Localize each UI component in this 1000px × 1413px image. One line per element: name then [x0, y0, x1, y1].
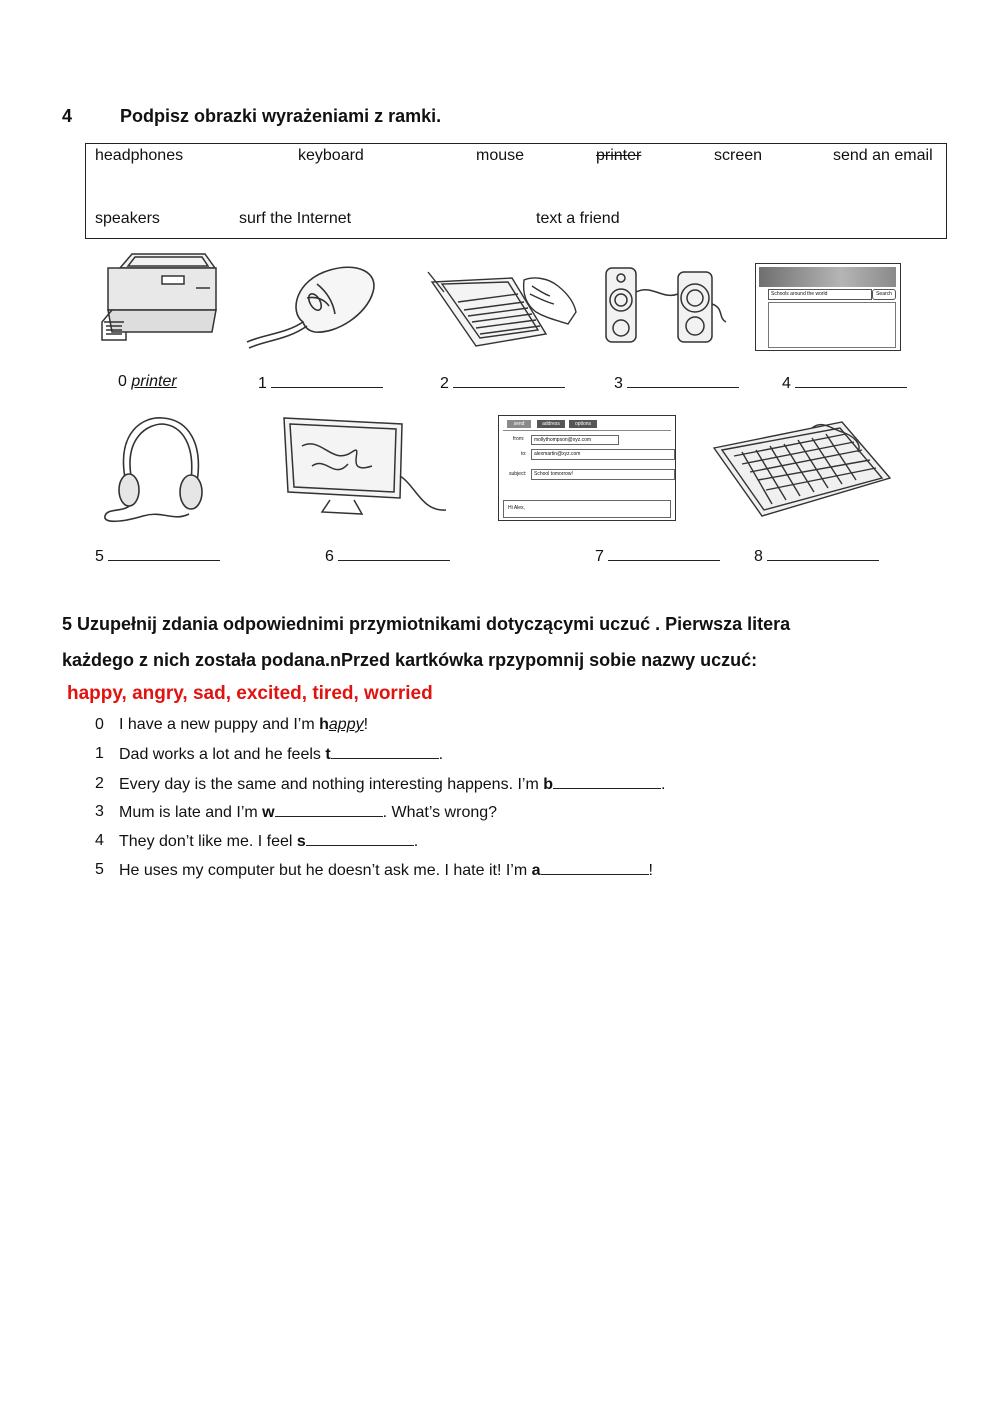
browser-results-area	[768, 302, 896, 348]
email-subject-label: subject:	[509, 471, 527, 477]
word-speakers: speakers	[95, 210, 160, 227]
label-3-number: 3	[614, 375, 623, 392]
email-to-value: alexmartin@xyz.com	[534, 451, 581, 457]
label-1-number: 1	[258, 375, 267, 392]
email-body-field	[503, 500, 671, 518]
label-5	[95, 546, 220, 566]
answer-blank-1[interactable]	[271, 373, 383, 388]
email-from-value: mollythompson@xyz.com	[534, 437, 592, 443]
sentence-5-number: 5	[95, 861, 104, 878]
headphones-icon	[103, 412, 213, 527]
word-keyboard: keyboard	[298, 147, 364, 164]
sentence-1-letter: t	[325, 746, 331, 763]
browser-search-button-label: Search	[876, 291, 892, 297]
answer-blank-8[interactable]	[767, 546, 879, 561]
sentence-2-end: .	[661, 776, 666, 793]
label-6-number: 6	[325, 548, 334, 565]
label-1	[258, 373, 383, 393]
email-tab-options-label: options	[574, 421, 592, 427]
answer-blank-7[interactable]	[608, 546, 720, 561]
label-7	[595, 546, 720, 566]
sentence-3-number: 3	[95, 803, 104, 820]
browser-search-button	[872, 289, 896, 300]
answer-blank-4[interactable]	[795, 373, 907, 388]
sentence-0-text: I have a new puppy and I’m	[119, 716, 320, 733]
exercise-5-instruction-line1: 5 Uzupełnij zdania odpowiednimi przymiotnikami dotyczącymi uczuć . Pierwsza litera	[62, 614, 791, 634]
label-2	[440, 373, 565, 393]
exercise-5-instruction-line2: każdego z nich została podana.nPrzed kartkówka rpzypomnij sobie nazwy uczuć:	[62, 650, 758, 670]
label-8-number: 8	[754, 548, 763, 565]
word-text-a-friend: text a friend	[536, 210, 620, 227]
email-subject-field	[531, 469, 675, 480]
printer-icon	[100, 250, 220, 345]
sentence-5-end: !	[648, 862, 653, 879]
keyboard-icon	[712, 418, 892, 522]
sentence-5-text: He uses my computer but he doesn’t ask me. I hate it! I’m	[119, 862, 532, 879]
speakers-icon	[602, 264, 742, 346]
word-mouse: mouse	[476, 147, 525, 164]
email-subject-value: School tomorrow!	[534, 471, 573, 477]
sentence-0-answer: appy	[328, 716, 364, 733]
sentence-1-number: 1	[95, 745, 104, 762]
exercise-4-number: 4	[62, 106, 73, 126]
email-tab-send-label: send	[513, 421, 525, 427]
browser-banner	[759, 267, 896, 287]
label-0	[118, 373, 177, 391]
word-box	[85, 143, 947, 239]
email-from-label: from:	[513, 436, 525, 442]
label-6	[325, 546, 450, 566]
email-to-label: to:	[521, 451, 527, 457]
sentence-5-letter: a	[531, 862, 541, 879]
word-send-an-email: send an email	[833, 147, 933, 164]
email-from-field	[531, 435, 619, 445]
label-7-number: 7	[595, 548, 604, 565]
email-tab-options	[569, 420, 597, 428]
email-tab-address-label: address	[542, 421, 560, 427]
browser-search-text: Schools around the world	[771, 291, 828, 297]
sentence-0-letter: h	[319, 716, 329, 733]
label-4-number: 4	[782, 375, 791, 392]
email-to-field	[531, 449, 675, 460]
sentence-2-letter: b	[543, 776, 554, 793]
mouse-icon	[245, 262, 385, 352]
answer-blank-5[interactable]	[108, 546, 220, 561]
email-body-text: Hi Alex,	[508, 505, 525, 511]
sentence-3-end: . What’s wrong?	[382, 804, 498, 821]
label-0-answer: printer	[131, 373, 177, 390]
email-tab-send	[507, 420, 531, 428]
label-5-number: 5	[95, 548, 104, 565]
answer-blank-3[interactable]	[627, 373, 739, 388]
sentence-3-text: Mum is late and I’m	[119, 804, 263, 821]
sentence-5-blank[interactable]	[541, 861, 649, 875]
feelings-word-list: happy, angry, sad, excited, tired, worried	[67, 683, 433, 704]
exercise-4-instruction: Podpisz obrazki wyrażeniami z ramki.	[120, 106, 442, 126]
email-form-picture	[498, 415, 676, 521]
sentence-4-end: .	[413, 833, 419, 850]
label-2-number: 2	[440, 375, 449, 392]
sentence-2-number: 2	[95, 775, 104, 792]
label-0-number: 0	[118, 373, 127, 390]
sentence-1-end: .	[438, 746, 444, 763]
label-3	[614, 373, 739, 393]
word-headphones: headphones	[95, 147, 184, 164]
label-4	[782, 373, 907, 393]
sentence-4-blank[interactable]	[306, 832, 414, 846]
sentence-2-text: Every day is the same and nothing interesting happens. I’m	[119, 776, 544, 793]
sentence-4-number: 4	[95, 832, 104, 849]
sentence-3-blank[interactable]	[275, 803, 383, 817]
label-8	[754, 546, 879, 566]
sentence-1-blank[interactable]	[331, 745, 439, 759]
sentence-1-text: Dad works a lot and he feels	[119, 746, 326, 763]
phone-texting-icon	[428, 272, 578, 354]
word-screen: screen	[714, 147, 763, 164]
sentence-2-blank[interactable]	[553, 775, 661, 789]
sentence-0-end: !	[363, 716, 369, 733]
email-divider	[503, 430, 671, 431]
browser-search-box	[768, 289, 872, 300]
word-printer: printer	[596, 147, 642, 164]
sentence-4-letter: s	[296, 833, 306, 850]
browser-window-picture	[755, 263, 901, 351]
email-tab-address	[537, 420, 565, 428]
sentence-3-letter: w	[262, 804, 275, 821]
answer-blank-2[interactable]	[453, 373, 565, 388]
word-surf-the-internet: surf the Internet	[239, 210, 352, 227]
answer-blank-6[interactable]	[338, 546, 450, 561]
sentence-4-text: They don’t like me. I feel	[119, 833, 297, 850]
monitor-screen-icon	[282, 416, 447, 520]
sentence-0-number: 0	[95, 716, 104, 733]
